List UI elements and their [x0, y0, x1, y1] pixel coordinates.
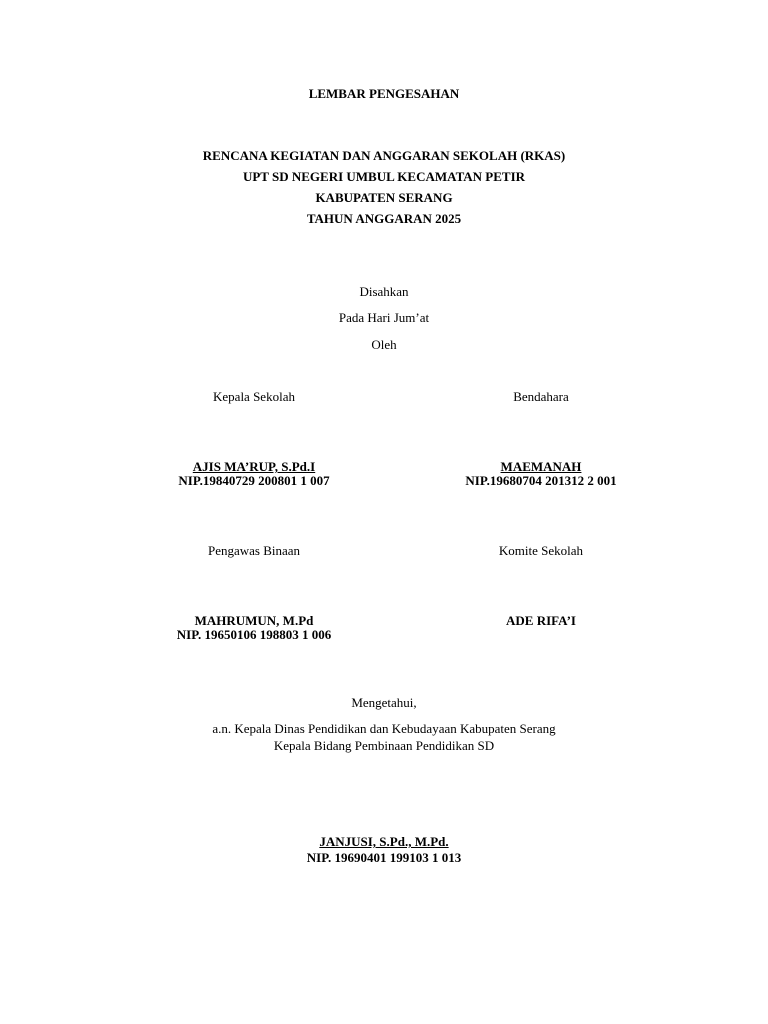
bendahara-nip: NIP.19680704 201312 2 001 [465, 473, 617, 488]
ratified-by: Oleh [371, 337, 397, 352]
kepala-sekolah-role: Kepala Sekolah [213, 389, 295, 404]
bendahara-role: Bendahara [513, 389, 569, 404]
acknowledged-office-line-1: a.n. Kepala Dinas Pendidikan dan Kebudayaan Kabupaten Serang [212, 721, 556, 736]
doc-title-line-1: RENCANA KEGIATAN DAN ANGGARAN SEKOLAH (RKAS) [202, 148, 566, 163]
komite-name: ADE RIFA’I [506, 613, 576, 628]
pengawas-name: MAHRUMUN, M.Pd [194, 613, 314, 628]
ratified-day: Pada Hari Jum’at [338, 310, 430, 325]
acknowledged-office-line-2: Kepala Bidang Pembinaan Pendidikan SD [273, 738, 495, 753]
doc-title-line-2: UPT SD NEGERI UMBUL KECAMATAN PETIR [242, 169, 526, 184]
acknowledged-label: Mengetahui, [351, 695, 417, 710]
doc-title-line-4: TAHUN ANGGARAN 2025 [306, 211, 462, 226]
doc-title-line-3: KABUPATEN SERANG [315, 190, 453, 205]
kabid-name: JANJUSI, S.Pd., M.Pd. [319, 834, 449, 849]
kepala-sekolah-name: AJIS MA’RUP, S.Pd.I [192, 459, 316, 474]
pengawas-role: Pengawas Binaan [207, 543, 301, 558]
ratified-label: Disahkan [359, 284, 409, 299]
pengawas-nip: NIP. 19650106 198803 1 006 [176, 627, 332, 642]
page-title: LEMBAR PENGESAHAN [308, 86, 460, 101]
kepala-sekolah-nip: NIP.19840729 200801 1 007 [178, 473, 330, 488]
kabid-nip: NIP. 19690401 199103 1 013 [306, 850, 462, 865]
komite-role: Komite Sekolah [498, 543, 584, 558]
bendahara-name: MAEMANAH [500, 459, 582, 474]
